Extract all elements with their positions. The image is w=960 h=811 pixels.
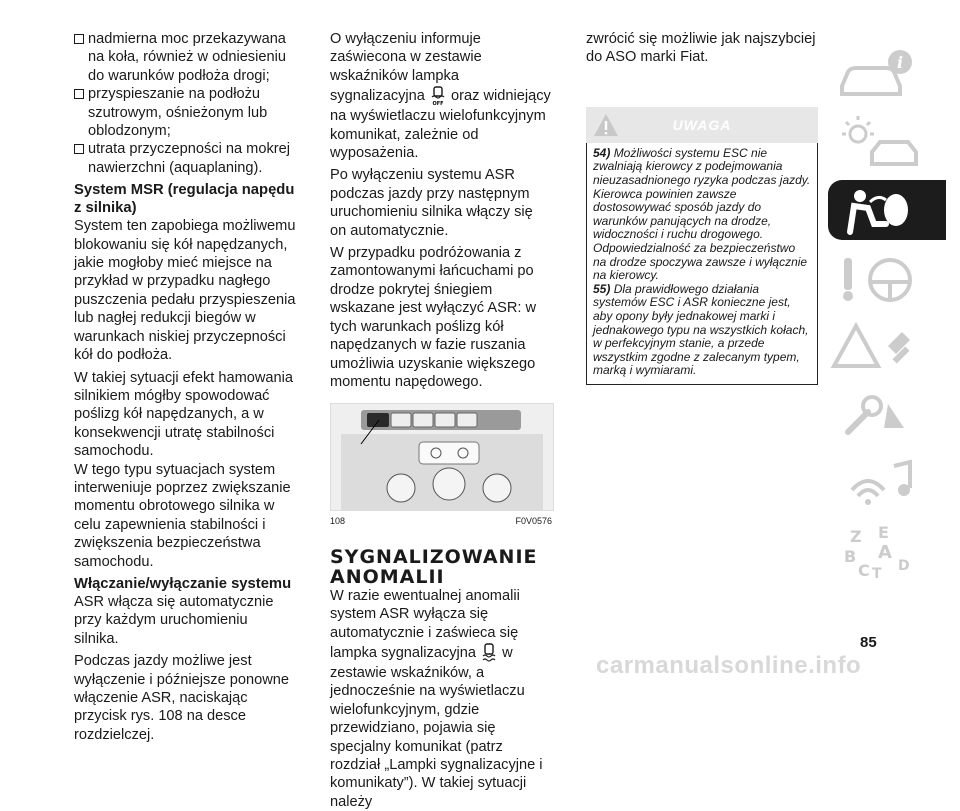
- paragraph: W takiej sytuacji efekt hamowania silnikiem mógłby spowodować poślizg kół napędzanych, a w konsekwencji utratę stabilności samochodu.: [74, 369, 293, 460]
- warning-note-55: 55) Dla prawidłowego działania systemów ESC i ASR konieczne jest, aby opony były jednakowej marki i jednakowego typu na wszystkich kołach, w perfekcyjnym stanie, a przede wszystkim zgodne z zalecanym typem, marką i wymiarami.: [593, 281, 809, 378]
- paragraph: W tego typu sytuacjach system interweniuje poprzez zwiększanie momentu obrotowego silnika w celu zapewnienia stabilności i zwiększenia bezpieczeństwa samochodu.: [74, 461, 291, 570]
- paragraph: System ten zapobiega możliwemu blokowaniu się kół napędzanych, jakie mogłoby mieć miejsce na przykład w przypadku nagłego puszczenia pedału przyspieszenia lub nagłej redukcji biegów w warunkach niskiej przyczepności kół do podłoża.: [74, 218, 296, 364]
- paragraph: Po wyłączeniu systemu ASR podczas jazdy przy następnym uruchomieniu silnika włączy się on automatycznie.: [330, 167, 533, 239]
- paragraph: zwrócić się możliwie jak najszybciej do ASO marki Fiat.: [586, 31, 816, 66]
- warning-triangle-icon: [592, 112, 620, 138]
- watermark: carmanualsonline.info: [596, 652, 862, 679]
- index-letter: C: [858, 561, 870, 580]
- paragraph: Podczas jazdy możliwe jest wyłączenie i późniejsze ponowne włączenie ASR, naciskając przycisk rys. 108 na desce rozdzielczej.: [74, 653, 289, 743]
- tab-emergency[interactable]: [828, 316, 946, 376]
- breakdown-icon: [828, 316, 946, 376]
- paragraph: W przypadku podróżowania z zamontowanymi łańcuchami po drodze pokrytej śniegiem wskazane jest wyłączyć ASR: w tych warunkach poślizg kół napędzanych w fazie ruszania umożliwia uzyskanie większego momentu napędowego.: [330, 245, 537, 390]
- warning-header: [586, 107, 818, 143]
- tab-starting[interactable]: [828, 248, 946, 308]
- asr-warning-icon: [480, 642, 498, 664]
- paragraph: O wyłączeniu informuje zaświecona w zestawie wskaźników lampka sygnalizacyjna OFF oraz widniejący na wyświetlaczu wielofunkcyjnym komunikat, zależnie od wyposażenia.: [330, 31, 551, 162]
- column-1: [74, 30, 296, 744]
- tab-service[interactable]: [828, 384, 946, 444]
- heading-fault: SYGNALIZOWANIE ANOMALII: [330, 545, 538, 588]
- warning-box: [586, 143, 818, 385]
- tab-lights[interactable]: [828, 112, 946, 172]
- index-letter: Z: [850, 527, 862, 546]
- bullet-text: utrata przyczepności na mokrej nawierzchni (aquaplaning).: [88, 141, 290, 176]
- figure-code: F0V0576: [515, 516, 552, 527]
- index-letter: D: [898, 558, 910, 574]
- dashboard-illustration: [331, 404, 553, 510]
- tab-safety[interactable]: [828, 180, 946, 240]
- tab-index[interactable]: [828, 520, 946, 580]
- media-icon: [828, 452, 946, 512]
- bullet-text: przyspieszanie na podłożu szutrowym, ośnieżonym lub oblodzonym;: [88, 86, 268, 140]
- tab-multimedia[interactable]: [828, 452, 946, 512]
- svg-text:i: i: [896, 53, 904, 72]
- warning-title: UWAGA: [672, 116, 732, 133]
- column-2: [330, 30, 552, 811]
- chapter-sidebar: [828, 44, 946, 588]
- figure-number: 108: [330, 516, 346, 527]
- index-icon: [828, 520, 946, 580]
- bullet-item: [74, 140, 296, 177]
- asr-off-warning-icon: [429, 85, 447, 107]
- svg-text:OFF: OFF: [432, 101, 444, 108]
- bullet-text: nadmierna moc przekazywana na koła, również w odniesieniu do warunków podłoża drogi;: [88, 31, 286, 84]
- steering-icon: [828, 248, 946, 308]
- bullet-box-icon: [74, 89, 84, 99]
- index-letter: T: [872, 566, 882, 580]
- column-3: [586, 30, 818, 385]
- heading-on-off: Włączanie/wyłączanie systemu: [74, 575, 292, 592]
- tab-car-info[interactable]: [828, 44, 946, 104]
- bullet-box-icon: [74, 144, 84, 154]
- service-icon: [828, 384, 946, 444]
- dashboard-figure: [330, 403, 554, 511]
- figure-caption: [330, 512, 552, 530]
- bullet-box-icon: [74, 34, 84, 44]
- car-info-icon: [828, 44, 946, 104]
- heading-msr: System MSR (regulacja napędu z silnika): [74, 182, 295, 217]
- index-letter: A: [878, 542, 892, 563]
- airbag-icon: [828, 180, 946, 240]
- paragraph: ASR włącza się automatycznie przy każdym uruchomieniu silnika.: [74, 593, 274, 647]
- lights-icon: [828, 112, 946, 172]
- bullet-item: [74, 85, 296, 140]
- index-letter: B: [844, 547, 857, 566]
- paragraph: W razie ewentualnej anomalii system ASR wyłącza się automatycznie i zaświeca się lampka sygnalizacyjna w zestawie wskaźników, a jednocześnie na wyświetlaczu wielofunkcyjnym, gdzie przewidziano, pojawia się specjalny komunikat (patrz rozdział „Lampki sygnalizacyjne i komunikaty”). W takiej sytuacji należy: [330, 587, 543, 810]
- warning-note-54: 54) Możliwości systemu ESC nie zwalniają kierowcy z podejmowania nieuzasadnionego ryzyka podczas jazdy. Kierowca powinien zawsze dostosowywać sposób jazdy do warunków panujących na drodze, widoczności i ruchu drogowego. Odpowiedzialność za bezpieczeństwo na drodze spoczywa zawsze i wyłącznie na kierowcy.: [593, 145, 811, 283]
- index-letter: E: [878, 523, 889, 542]
- page-number: 85: [860, 634, 877, 651]
- bullet-item: [74, 30, 296, 85]
